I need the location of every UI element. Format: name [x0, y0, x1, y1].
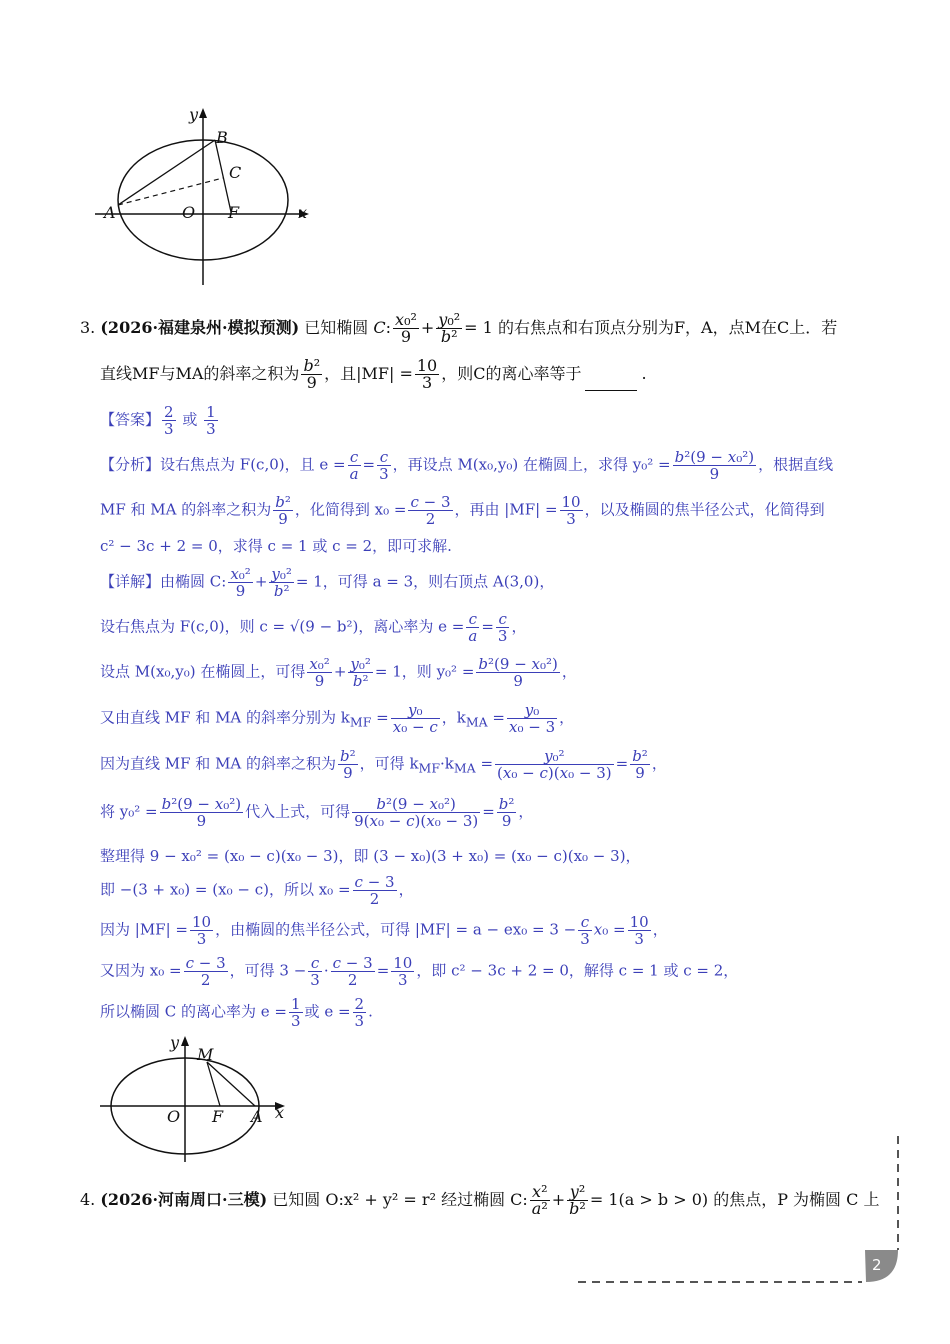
analysis-label: 【分析】 [100, 455, 161, 474]
detail-text: ，可得 k [359, 754, 419, 773]
label-y: y [189, 105, 199, 124]
q3-text-6: . [641, 364, 647, 383]
analysis-text: ，再设点 M(x₀,y₀) 在椭圆上，求得 y₀² = [392, 455, 671, 474]
detail-line-10: 又因为 x₀ = $\frac{c - 3}{2}$ ，可得 3 − $\frac{c}{3}$ · $\frac{c - 3}{2}$ = $\frac{10}{3}$ ，即 c² − 3c + 2 = 0，解得 c = 1 或 c = 2， [100, 954, 739, 989]
detail-line-2: 设右焦点为 F(c,0)，则 c = √(9 − b²)，离心率为 e = $\frac{c}{a}$ = $\frac{c}{3}$ ， [100, 610, 527, 645]
detail-label: 【详解】 [100, 572, 161, 591]
detail-text: 因为 |MF| = [100, 920, 188, 939]
label-B: B [216, 128, 228, 147]
answer-value-1-den: 3 [164, 420, 174, 438]
analysis-line-2: MF 和 MA 的斜率之积为 $\frac{\text{b²}}{9}$ ，化简得到 x₀ = $\frac{c - 3}{2}$ ，再由 |MF| = $\frac{10}{3}$ ，以及椭圆的焦半径公式，化简得到 [100, 493, 825, 528]
question-number: 4. [80, 1190, 96, 1209]
label-x: x [298, 203, 308, 222]
detail-line-11: 所以椭圆 C 的离心率为 e = $\frac{1}{3}$ 或 e = $\frac{2}{3}$ . [100, 995, 373, 1030]
analysis-text: MF 和 MA 的斜率之积为 [100, 500, 272, 519]
question-3-line-2: 直线MF与MA的斜率之积为 $\frac{\text{b²}}{9}$ ，且|MF| = $\frac{10}{3}$ ，则C的离心率等于 . [100, 356, 647, 392]
label-F: F [212, 1107, 224, 1126]
detail-line-6: 将 y₀² = $\frac{\text{b²(9 − x₀²)}}{9}$ 代入上式，可得 $\frac{\text{b²(9 − x₀²)}}{\text{9(x₀ − c)(x₀ − 3)}}$ = $\frac{\text{b²}}{9}$ ， [100, 795, 534, 830]
detail-text: 由椭圆 C: [160, 572, 227, 591]
detail-text: 又因为 x₀ = [100, 961, 182, 980]
answer-or: 或 [182, 410, 198, 429]
label-O: O [167, 1107, 181, 1126]
q3-text-4: ，且|MF| = [324, 364, 413, 383]
q3-text-5: ，则C的离心率等于 [441, 364, 582, 383]
analysis-text: ，再由 |MF| = [454, 500, 558, 519]
detail-text: 所以椭圆 C 的离心率为 e = [100, 1002, 287, 1021]
figure-ellipse-2 [95, 1030, 305, 1165]
detail-line-5: 因为直线 MF 和 MA 的斜率之积为 $\frac{\text{b²}}{9}$ ，可得 $k_{MF}\cdot k_{MA}$ = $\frac{\text{y₀²}}{\text{(x₀ − c)(x₀ − 3)}}$ = $\frac{\text{b²}}{9}$ ， [100, 747, 667, 782]
analysis-text: ，根据直线 [758, 455, 834, 474]
label-A: A [251, 1107, 263, 1126]
label-O: O [182, 203, 196, 222]
figure-ellipse-1 [95, 100, 325, 290]
label-x: x [275, 1103, 285, 1122]
analysis-text: ，以及椭圆的焦半径公式，化简得到 [584, 500, 825, 519]
answer-line [100, 404, 220, 437]
q4-text-2: = 1(a > b > 0) 的焦点，P 为椭圆 C 上 [589, 1190, 880, 1209]
detail-text: ，即 c² − 3c + 2 = 0，解得 c = 1 或 c = 2， [416, 961, 739, 980]
detail-text: 或 e = [304, 1002, 351, 1021]
page-corner-decoration [570, 1130, 910, 1290]
label-A: A [104, 203, 116, 222]
detail-line-1: 【详解】由椭圆 C: $\frac{\text{x₀²}}{9}$ + $\frac{\text{y₀²}}{\text{b²}}$ = 1，可得 a = 3，则右顶点 A(3,0)， [100, 565, 555, 600]
detail-text: 因为直线 MF 和 MA 的斜率之积为 [100, 754, 337, 773]
detail-text: 设点 M(x₀,y₀) 在椭圆上，可得 [100, 662, 306, 681]
analysis-text: ，化简得到 x₀ = [294, 500, 407, 519]
detail-line-7: 整理得 9 − x₀² = (x₀ − c)(x₀ − 3)，即 (3 − x₀)(3 + x₀) = (x₀ − c)(x₀ − 3)， [100, 847, 641, 865]
analysis-line-1: 【分析】设右焦点为 F(c,0)，且 e = $\frac{c}{a}$ = $\frac{c}{3}$ ，再设点 M(x₀,y₀) 在椭圆上，求得 y₀² = $\frac{\text{b²(9 − x₀²)}}{9}$ ，根据直线 [100, 448, 834, 483]
q3-text-3: 直线MF与MA的斜率之积为 [100, 364, 300, 383]
detail-text: 将 y₀² = [100, 802, 158, 821]
detail-text: 代入上式，可得 [245, 802, 351, 821]
label-y: y [170, 1033, 180, 1052]
detail-text: 即 −(3 + x₀) = (x₀ − c)，所以 x₀ = [100, 880, 351, 899]
question-source: (2026·河南周口·三模) [100, 1190, 268, 1209]
label-C: C [229, 163, 242, 182]
q4-text: 已知圆 O:x² + y² = r² 经过椭圆 C: [272, 1190, 528, 1209]
answer-value-2-num: 1 [206, 403, 216, 421]
detail-line-9: 因为 |MF| = $\frac{10}{3}$ ，由椭圆的焦半径公式，可得 |MF| = a − ex₀ = 3 − $\frac{c}{3}$ x₀ = $\frac{10}{3}$ ， [100, 913, 668, 948]
detail-text: = 1，则 y₀² = [374, 662, 475, 681]
answer-label: 【答案】 [100, 410, 161, 429]
detail-text: ，由椭圆的焦半径公式，可得 |MF| = a − ex₀ = 3 − [215, 920, 577, 939]
q3-text: 已知椭圆 [304, 318, 369, 337]
detail-line-3: 设点 M(x₀,y₀) 在椭圆上，可得 $\frac{\text{x₀²}}{9}$ + $\frac{\text{y₀²}}{\text{b²}}$ = 1，则 y₀² = $\frac{\text{b²(9 − x₀²)}}{9}$ ， [100, 655, 577, 690]
question-source: (2026·福建泉州·模拟预测) [100, 318, 300, 337]
answer-value-1-num: 2 [164, 403, 174, 421]
answer-blank [585, 376, 637, 391]
question-3-line-1: 3. (2026·福建泉州·模拟预测) 已知椭圆 C: $\frac{\text{x₀²}}{9}$ + $\frac{\text{y₀²}}{\text{b²}}$ = 1 的右焦点和右顶点分别为F，A，点M在C上．若 [80, 310, 838, 346]
analysis-text: 设右焦点为 F(c,0)，且 e = [160, 455, 346, 474]
answer-value-2-den: 3 [206, 420, 216, 438]
label-M: M [197, 1045, 214, 1064]
detail-text: = 1，可得 a = 3，则右顶点 A(3,0)， [295, 572, 555, 591]
question-number: 3. [80, 318, 96, 337]
analysis-line-3: c² − 3c + 2 = 0，求得 c = 1 或 c = 2，即可求解. [100, 537, 452, 555]
question-4: 4. (2026·河南周口·三模) 已知圆 O:x² + y² = r² 经过椭圆 C: $\frac{\text{x²}}{\text{a²}}$ + $\frac{\text{y²}}{\text{b²}}$ = 1(a > b > 0) 的焦点，P 为椭圆 C 上 [80, 1182, 880, 1218]
detail-text: ，可得 3 − [229, 961, 307, 980]
detail-text: 设右焦点为 F(c,0)，则 c = √(9 − b²)，离心率为 e = [100, 617, 465, 636]
detail-text: 又由直线 MF 和 MA 的斜率分别为 k [100, 708, 350, 727]
page-number: 2 [872, 1256, 882, 1274]
detail-line-4: 又由直线 MF 和 MA 的斜率分别为 $k_{MF}$ = $\frac{\text{y₀}}{\text{x₀ − c}}$ ，$k_{MA}$ = $\frac{\text{y₀}}{\text{x₀ − 3}}$ ， [100, 701, 575, 736]
q3-text-2: 的右焦点和右顶点分别为F，A，点M在C上．若 [497, 318, 838, 337]
label-F: F [228, 203, 240, 222]
detail-line-8: 即 −(3 + x₀) = (x₀ − c)，所以 x₀ = $\frac{c - 3}{2}$ ， [100, 873, 414, 908]
